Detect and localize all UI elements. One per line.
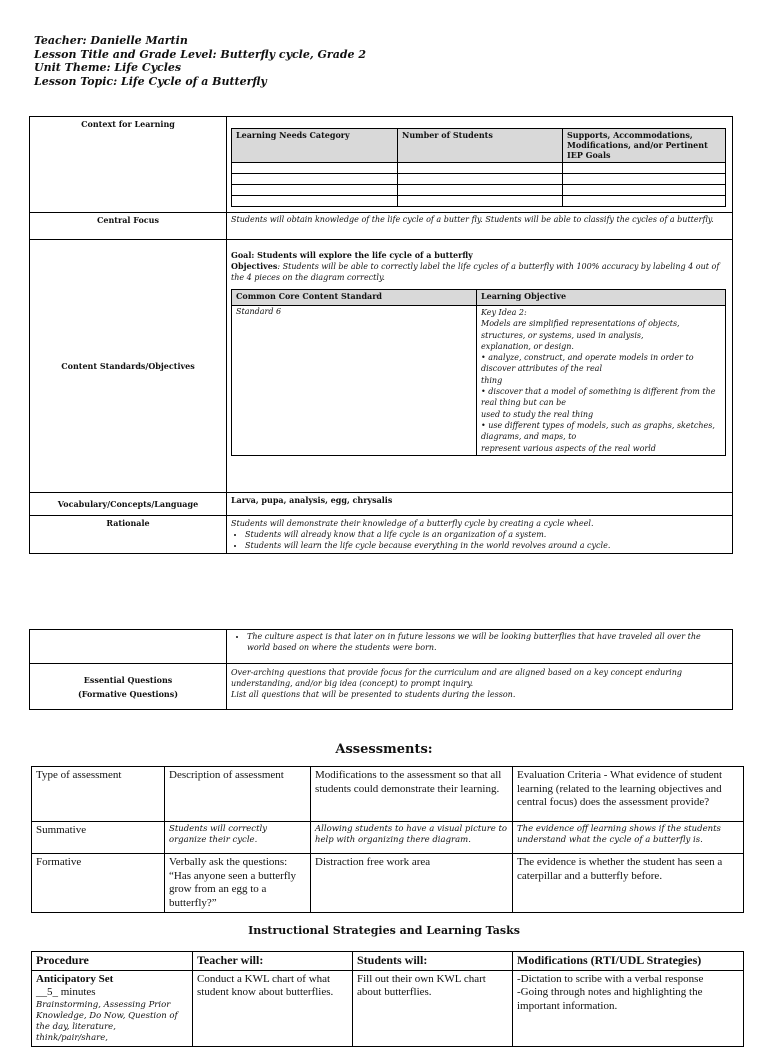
needs-cell [563,196,726,207]
lo-line: • use different types of models, such as graphs, sketches, [481,420,715,430]
essential-questions-text: Over-arching questions that provide focus for the curriculum and are aligned based on a key concept enduring understanding, and/or big idea (concept) to prompt inquiry. [231,668,682,688]
assess-header: Evaluation Criteria - What evidence of student learning (related to the learning objectives and central focus) does the assessment provide? [513,767,744,822]
lo-line: discover attributes of the real [481,364,603,374]
modifications-header: Modifications (RTI/UDL Strategies) [513,952,744,971]
modification-line: -Going through notes and highlighting the important information. [517,986,703,1012]
objectives [227,261,732,283]
summative-criteria: The evidence off learning shows if the students understand what the cycle of a butterfly is. [513,822,744,854]
essential-questions-label [30,664,227,710]
needs-cell [398,185,563,196]
lo-line: • analyze, construct, and operate models in order to [481,353,694,363]
standards-label: Content Standards/Objectives [30,240,227,493]
needs-cell [398,174,563,185]
essential-questions-cell [227,664,733,710]
culture-list [231,631,728,653]
vocab-text: Larva, pupa, analysis, egg, chrysalis [227,493,733,516]
lo-line: Key Idea 2: [481,308,527,317]
summative-type: Summative [32,822,165,854]
assess-header: Description of assessment [165,767,311,822]
summative-description: Students will correctly organize their cycle. [165,822,311,854]
students-will-cell: Fill out their own KWL chart about butterflies. [353,970,513,1046]
lesson-plan-table [29,116,733,554]
procedure-table [31,951,744,1047]
needs-category-header: Learning Needs Category [232,129,398,163]
objectives-label: Objectives [231,261,278,271]
needs-cell [398,163,563,174]
anticipatory-note: Brainstorming, Assessing Prior Knowledge, Do Now, Question of the day, literature, think/pair/share, [36,999,178,1043]
lo-line: represent various aspects of the real world [481,443,656,453]
ccss-header: Common Core Content Standard [232,290,477,306]
unit-theme-line: Unit Theme: Life Cycles [34,61,182,74]
list-item: • The culture aspect is that later on in future lessons we will be looking butterflies that have traveled all over the world based on where the students were born. [247,631,728,653]
lesson-header [34,34,366,88]
essential-questions-list-text: List all questions that will be presented to students during the lesson. [231,690,516,699]
rationale-label: Rationale [30,516,227,554]
learning-objective-cell [477,306,726,456]
summative-modifications: Allowing students to have a visual picture to help with organizing there diagram. [311,822,513,854]
lo-line: used to study the real thing [481,409,594,419]
rationale-list [231,529,728,551]
anticipatory-set-cell [32,970,193,1046]
teacher-will-cell: Conduct a KWL chart of what student know about butterflies. [193,970,353,1046]
anticipatory-minutes: __5_ minutes [36,986,96,998]
central-focus-text: Students will obtain knowledge of the life cycle of a butter fly. Students will be able to classify the cycles of a butterfly. [227,213,733,240]
students-will-header: Students will: [353,952,513,971]
learning-needs-table [231,128,726,207]
vocab-label: Vocabulary/Concepts/Language [30,493,227,516]
needs-cell [232,163,398,174]
standard-cell: Standard 6 [232,306,477,456]
culture-cell [227,630,733,664]
lo-line: real thing but can be [481,398,567,408]
formative-description: Verbally ask the questions: “Has anyone seen a butterfly grow from an egg to a butterfly?” [165,854,311,913]
context-cell [227,117,733,213]
procedure-header: Procedure [32,952,193,971]
needs-cell [563,174,726,185]
lesson-title-line: Lesson Title and Grade Level: Butterfly cycle, Grade 2 [34,47,366,61]
teacher-will-header: Teacher will: [193,952,353,971]
instructional-title: Instructional Strategies and Learning Tasks [248,924,520,937]
assessments-table [31,766,744,913]
formative-type: Formative [32,854,165,913]
needs-cell [232,196,398,207]
rationale-cell [227,516,733,554]
assessments-title: Assessments: [335,742,433,757]
context-label: Context for Learning [30,117,227,213]
rationale-text: Students will demonstrate their knowledge of a butterfly cycle by creating a cycle wheel. [231,519,594,528]
lo-line: Models are simplified representations of objects, [481,319,680,329]
teacher-line: Teacher: Danielle Martin [34,34,188,47]
goal-text: Goal: Students will explore the life cycle of a butterfly [231,250,473,260]
assess-header: Type of assessment [32,767,165,822]
list-item: • Students will learn the life cycle because everything in the world revolves around a cycle. [245,540,728,551]
needs-cell [563,163,726,174]
supports-header: Supports, Accommodations, Modifications, and/or Pertinent IEP Goals [563,129,726,163]
lo-line: thing [481,375,503,385]
essential-questions-title: Essential Questions [83,674,173,685]
central-focus-label: Central Focus [30,213,227,240]
formative-questions-title: (Formative Questions) [77,688,179,699]
needs-cell [232,174,398,185]
standards-table [231,289,726,456]
number-students-header: Number of Students [398,129,563,163]
lo-line: explanation, or design. [481,341,574,351]
needs-cell [232,185,398,196]
needs-cell [398,196,563,207]
learning-objective-header: Learning Objective [477,290,726,306]
lo-line: structures, or systems, used in analysis, [481,330,644,340]
modifications-cell [513,970,744,1046]
empty-label-cell [30,630,227,664]
modification-line: -Dictation to scribe with a verbal response [517,972,704,985]
objectives-text: : Students will be able to correctly label the life cycles of a butterfly with 100% accuracy by labeling 4 out of the 4 pieces on the diagram correctly. [231,262,720,282]
standards-cell [227,240,733,493]
formative-modifications: Distraction free work area [311,854,513,913]
formative-criteria: The evidence is whether the student has seen a caterpillar and a butterfly before. [513,854,744,913]
list-item: • Students will already know that a life cycle is an organization of a system. [245,529,728,540]
needs-cell [563,185,726,196]
lesson-plan-table-continued [29,629,733,710]
lo-line: diagrams, and maps, to [481,432,577,442]
anticipatory-set-title: Anticipatory Set [36,972,114,985]
lo-line: • discover that a model of something is different from the [481,387,716,397]
assess-header: Modifications to the assessment so that all students could demonstrate their learning. [311,767,513,822]
lesson-topic-line: Lesson Topic: Life Cycle of a Butterfly [34,74,267,88]
